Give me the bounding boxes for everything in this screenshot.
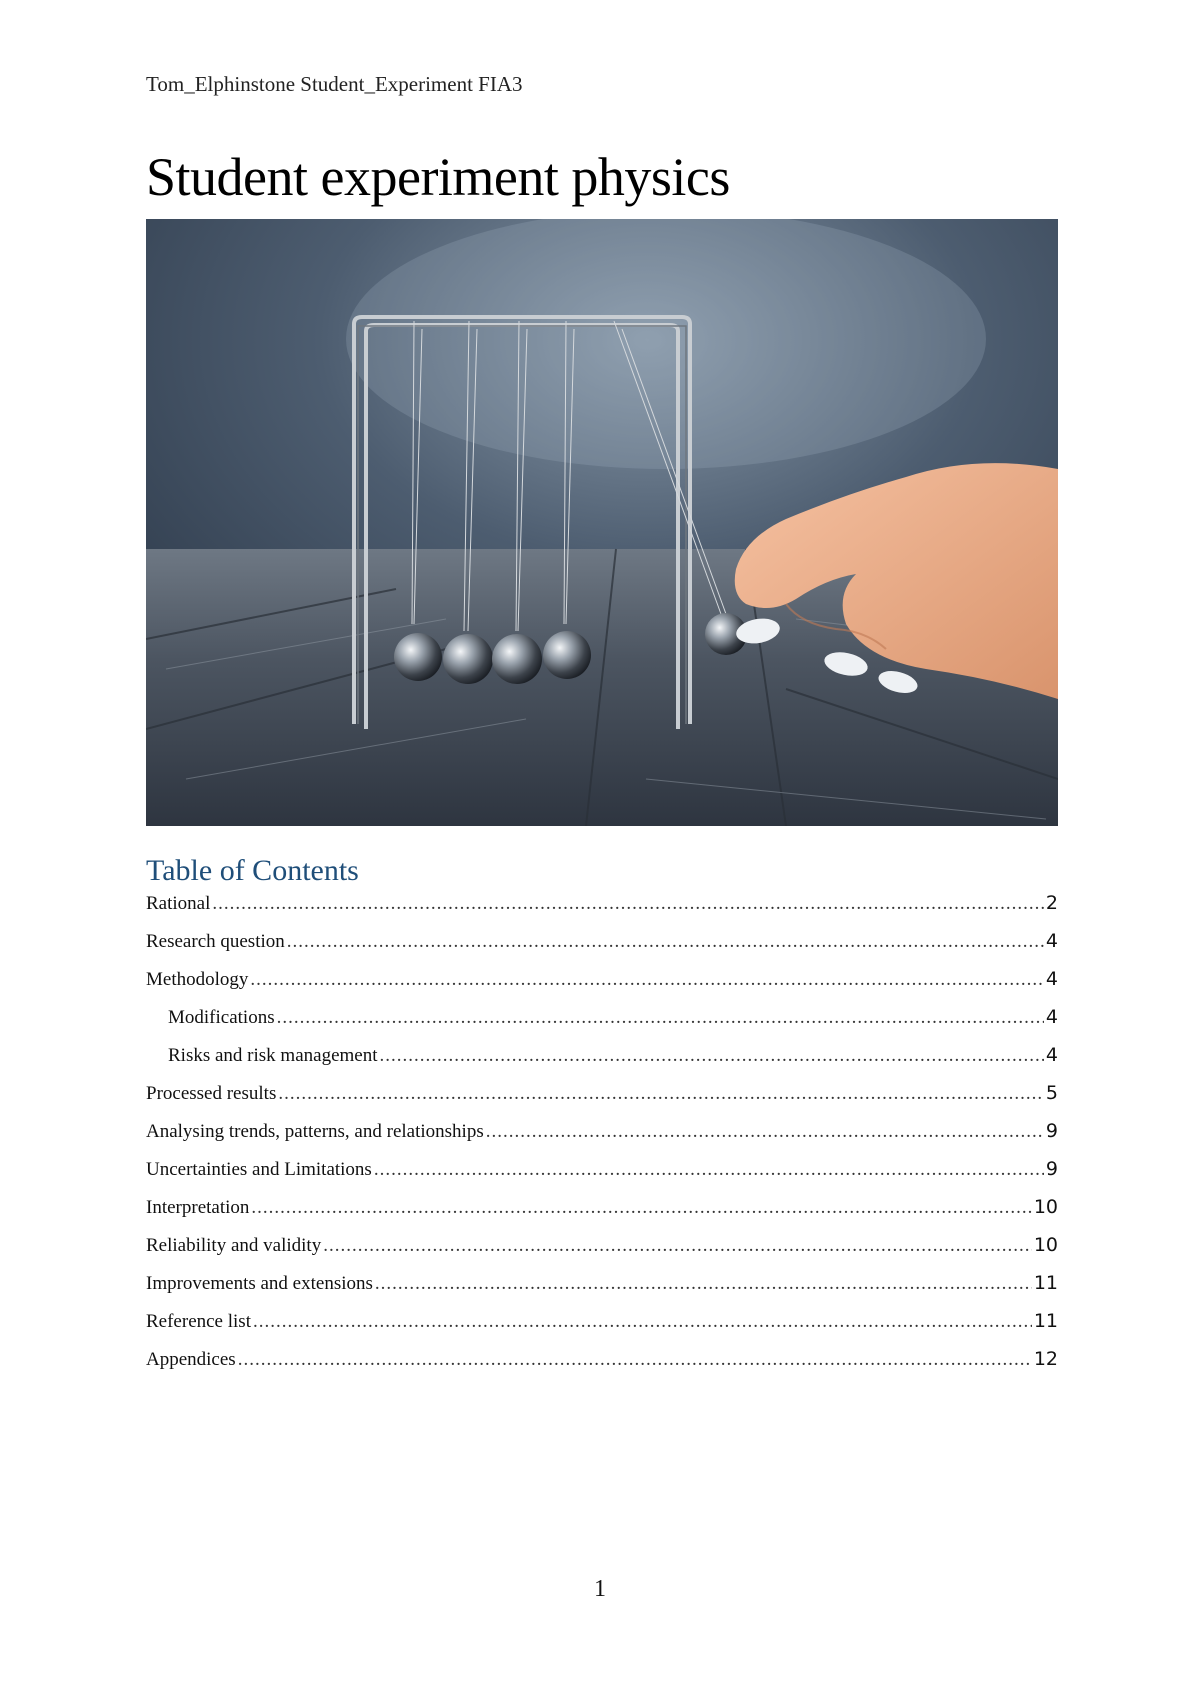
toc-entry-label: Improvements and extensions (146, 1273, 373, 1294)
toc-entry-label: Modifications (168, 1007, 275, 1028)
toc-entry-page: 10 (1033, 1196, 1058, 1218)
toc-entry-page: 4 (1045, 930, 1058, 952)
page-header: Tom_Elphinstone Student_Experiment FIA3 (146, 72, 523, 96)
toc-entry-interpretation[interactable] (146, 1196, 1058, 1234)
toc-entry-page: 10 (1033, 1234, 1058, 1256)
toc-leader-dots (486, 1121, 1044, 1143)
toc-leader-dots (323, 1235, 1032, 1257)
page-number: 1 (594, 1576, 606, 1602)
toc-entry-appendices[interactable] (146, 1348, 1058, 1386)
toc-entry-page: 9 (1045, 1158, 1058, 1180)
toc-entry-research-question[interactable] (146, 930, 1058, 968)
toc-entry-page: 4 (1045, 1006, 1058, 1028)
toc-entry-page: 9 (1045, 1120, 1058, 1142)
toc-leader-dots (250, 969, 1044, 991)
toc-leader-dots (287, 931, 1044, 953)
toc-leader-dots (374, 1159, 1044, 1181)
toc-entry-label: Analysing trends, patterns, and relationships (146, 1121, 484, 1142)
toc-leader-dots (251, 1197, 1031, 1219)
toc-leader-dots (277, 1007, 1044, 1029)
toc-leader-dots (253, 1311, 1032, 1333)
toc-entry-label: Interpretation (146, 1197, 250, 1218)
toc-leader-dots (278, 1083, 1044, 1105)
toc-leader-dots (380, 1045, 1044, 1067)
toc-entry-label: Research question (146, 931, 285, 952)
table-of-contents (146, 892, 1058, 1386)
toc-entry-page: 2 (1045, 892, 1058, 914)
toc-leader-dots (212, 893, 1044, 915)
toc-entry-uncertainties[interactable] (146, 1158, 1058, 1196)
toc-heading: Table of Contents (146, 854, 359, 887)
toc-entry-label: Reliability and validity (146, 1235, 322, 1256)
toc-entry-page: 4 (1045, 968, 1058, 990)
newtons-cradle-photo (146, 219, 1058, 826)
toc-entry-label: Processed results (146, 1083, 277, 1104)
toc-entry-improvements[interactable] (146, 1272, 1058, 1310)
document-title: Student experiment physics (146, 147, 730, 207)
toc-entry-analysing-trends[interactable] (146, 1120, 1058, 1158)
toc-entry-reliability[interactable] (146, 1234, 1058, 1272)
toc-entry-label: Uncertainties and Limitations (146, 1159, 372, 1180)
toc-entry-page: 5 (1045, 1082, 1058, 1104)
toc-entry-page: 11 (1033, 1310, 1058, 1332)
toc-entry-reference-list[interactable] (146, 1310, 1058, 1348)
toc-entry-rational[interactable] (146, 892, 1058, 930)
toc-entry-methodology[interactable] (146, 968, 1058, 1006)
toc-entry-label: Rational (146, 893, 211, 914)
toc-entry-label: Appendices (146, 1349, 236, 1370)
toc-entry-label: Risks and risk management (168, 1045, 378, 1066)
toc-entry-page: 4 (1045, 1044, 1058, 1066)
toc-leader-dots (238, 1349, 1032, 1371)
toc-entry-label: Methodology (146, 969, 249, 990)
toc-entry-page: 12 (1033, 1348, 1058, 1370)
toc-entry-risks[interactable] (146, 1044, 1058, 1082)
toc-entry-page: 11 (1033, 1272, 1058, 1294)
toc-entry-processed-results[interactable] (146, 1082, 1058, 1120)
toc-entry-label: Reference list (146, 1311, 251, 1332)
toc-entry-modifications[interactable] (146, 1006, 1058, 1044)
toc-leader-dots (375, 1273, 1032, 1295)
